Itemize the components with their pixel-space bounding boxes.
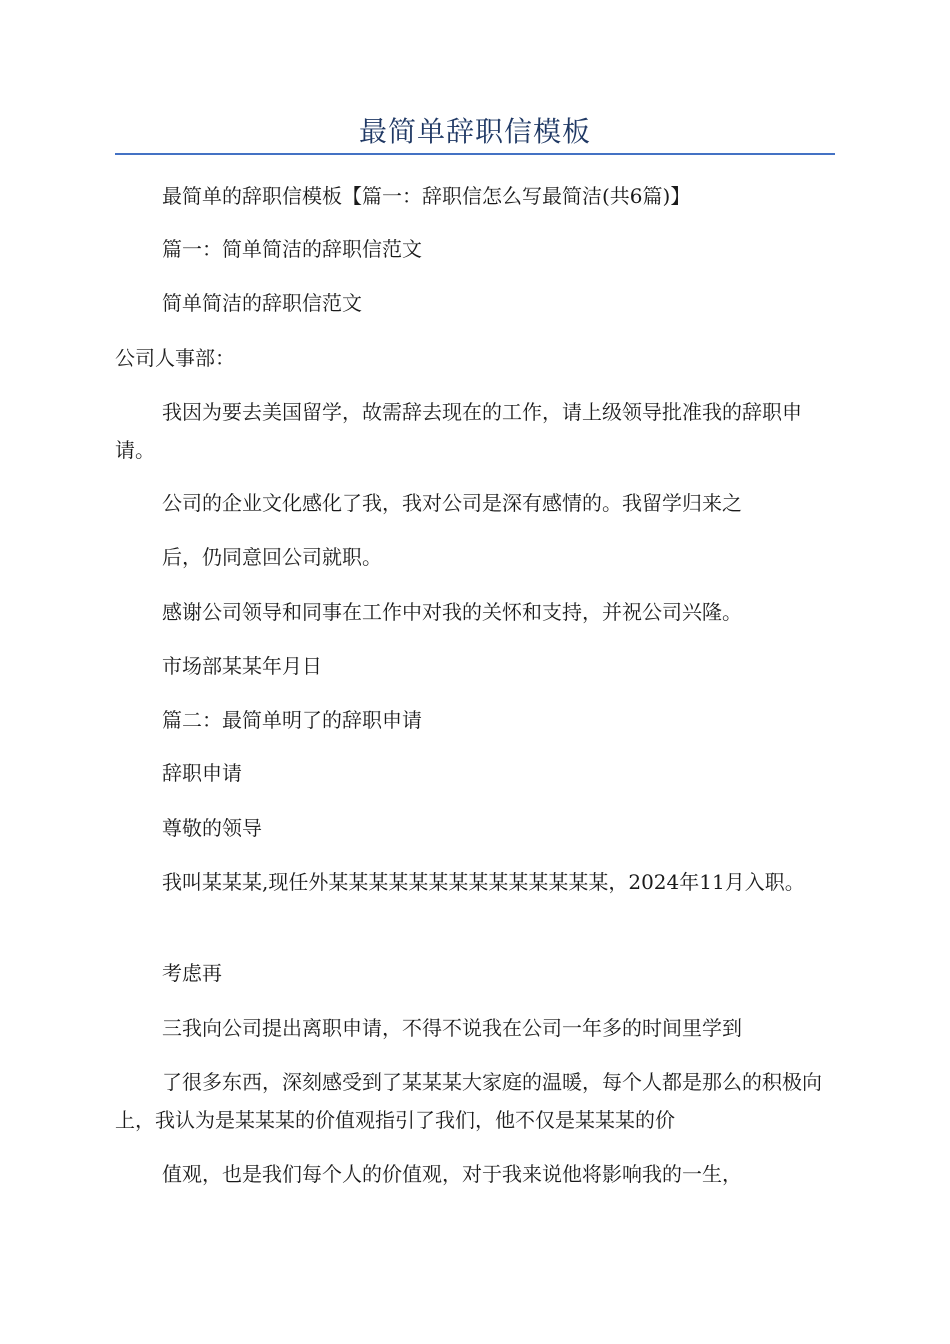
paragraph-values: 值观，也是我们每个人的价值观，对于我来说他将影响我的一生， (162, 1162, 742, 1186)
document-title: 最简单辞职信模板 (358, 115, 591, 148)
paragraph-salutation: 公司人事部： (115, 346, 235, 370)
paragraph-culture: 公司的企业文化感化了我，我对公司是深有感情的。我留学归来之 (162, 491, 742, 515)
paragraph-consider: 考虑再 (162, 961, 222, 985)
paragraph-return: 后，仍同意回公司就职。 (162, 545, 382, 569)
title-underline (115, 153, 835, 155)
paragraph-section-two-title: 辞职申请 (162, 761, 242, 785)
paragraph-section-one-heading: 篇一：简单简洁的辞职信范文 (162, 237, 422, 261)
paragraph-request: 三我向公司提出离职申请，不得不说我在公司一年多的时间里学到 (162, 1016, 742, 1040)
paragraph-greeting: 尊敬的领导 (162, 816, 262, 840)
paragraph-intro: 最简单的辞职信模板【篇一：辞职信怎么写最简洁(共6篇)】 (162, 184, 691, 208)
paragraph-section-one-title: 简单简洁的辞职信范文 (162, 291, 362, 315)
paragraph-reason: 我因为要去美国留学，故需辞去现在的工作，请上级领导批准我的辞职申请。 (115, 400, 802, 462)
paragraph-learning: 了很多东西，深刻感受到了某某某大家庭的温暖，每个人都是那么的积极向上，我认为是某某某的价值观指引了我们，他不仅是某某某的价 (115, 1070, 822, 1132)
paragraph-thanks: 感谢公司领导和同事在工作中对我的关怀和支持，并祝公司兴隆。 (162, 600, 742, 624)
paragraph-signature: 市场部某某年月日 (162, 654, 322, 678)
paragraph-introduction: 我叫某某某,现任外某某某某某某某某某某某某某某，2024年11月入职。 (162, 870, 805, 894)
paragraph-section-two-heading: 篇二：最简单明了的辞职申请 (162, 708, 422, 732)
